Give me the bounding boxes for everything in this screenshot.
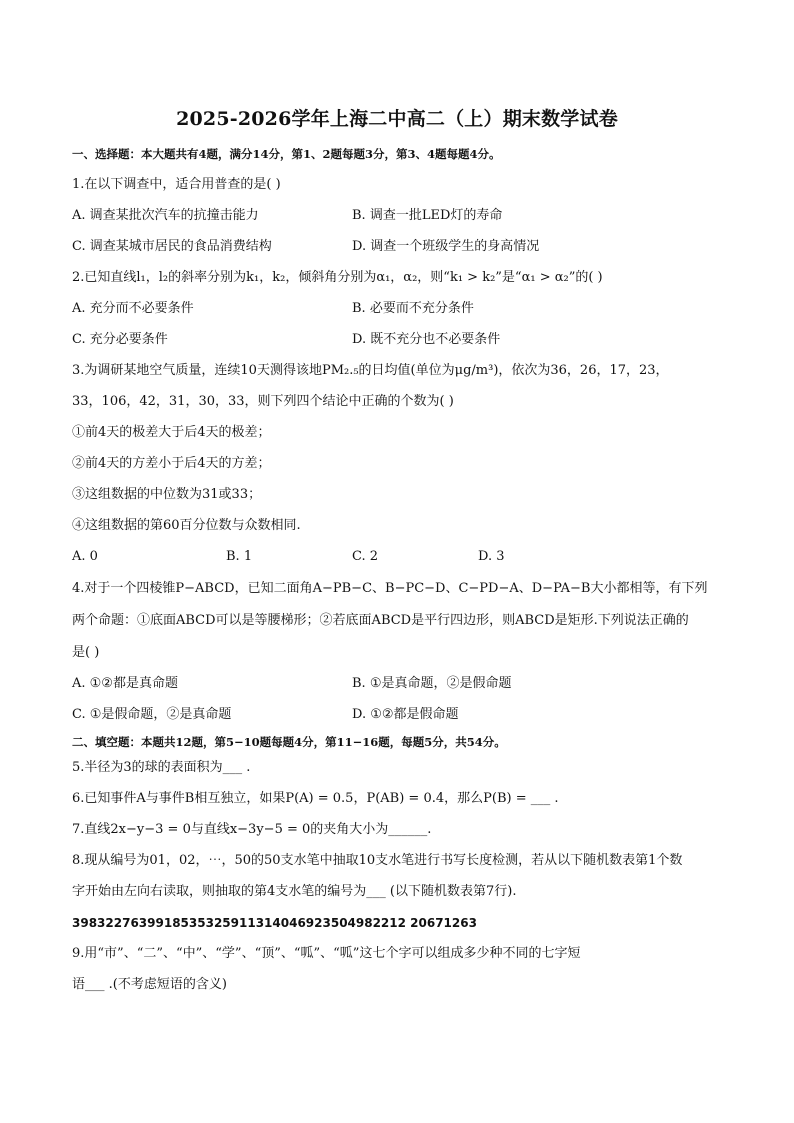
question-3-option-c: C. 2	[352, 549, 379, 564]
question-7-stem: 7.直线2x−y−3 = 0与直线x−3y−5 = 0的夹角大小为______.	[72, 822, 432, 837]
section-heading-fill-in: 二、填空题：本题共12题，第5−10题每题4分，第11−16题，每题5分，共54分。	[72, 735, 506, 749]
question-3-option-d: D. 3	[478, 549, 505, 564]
question-5-stem: 5.半径为3的球的表面积为___ .	[72, 760, 251, 775]
question-1-option-c: C. 调查某城市居民的食品消费结构	[72, 239, 272, 254]
question-8-stem-line1: 8.现从编号为01，02，⋯，50的50支水笔中抽取10支水笔进行书写长度检测，若从以下随机数表第1个数	[72, 853, 683, 868]
question-2-option-a: A. 充分而不必要条件	[72, 301, 194, 316]
page-title: 2025-2026学年上海二中高二（上）期末数学试卷	[176, 108, 618, 130]
question-2-stem: 2.已知直线l₁，l₂的斜率分别为k₁，k₂，倾斜角分别为α₁，α₂，则“k₁ > k₂”是“α₁ > α₂”的( )	[72, 270, 603, 285]
question-3-stem-line2: 33，106，42，31，30，33，则下列四个结论中正确的个数为( )	[72, 394, 454, 409]
question-4-option-d: D. ①②都是假命题	[352, 707, 459, 722]
question-3-statement-1: ①前4天的极差大于后4天的极差；	[72, 425, 271, 440]
question-3-option-a: A. 0	[72, 549, 98, 564]
question-3-stem-line1: 3.为调研某地空气质量，连续10天测得该地PM₂.₅的日均值(单位为μg/m³)，依次为36，26，17，23，	[72, 363, 669, 378]
question-2-option-d: D. 既不充分也不必要条件	[352, 332, 501, 347]
question-4-option-c: C. ①是假命题，②是真命题	[72, 707, 232, 722]
question-4-option-b: B. ①是真命题，②是假命题	[352, 676, 512, 691]
section-heading-choice: 一、选择题：本大题共有4题，满分14分，第1、2题每题3分，第3、4题每题4分。	[72, 147, 501, 161]
question-9-stem-line2: 语___ .(不考虑短语的含义)	[72, 977, 227, 992]
question-4-option-a: A. ①②都是真命题	[72, 676, 178, 691]
question-3-statement-2: ②前4天的方差小于后4天的方差；	[72, 456, 271, 471]
question-1-stem: 1.在以下调查中，适合用普查的是( )	[72, 177, 281, 192]
question-8-stem-line2: 字开始由左向右读取，则抽取的第4支水笔的编号为___ (以下随机数表第7行).	[72, 884, 517, 899]
question-4-stem-line2: 两个命题：①底面ABCD可以是等腰梯形；②若底面ABCD是平行四边形，则ABCD是矩形.下列说法正确的	[72, 613, 689, 628]
question-1-option-d: D. 调查一个班级学生的身高情况	[352, 239, 540, 254]
question-4-stem-line3: 是( )	[72, 645, 100, 660]
question-9-stem-line1: 9.用“市”、“二”、“中”、“学”、“顶”、“呱”、“呱”这七个字可以组成多少种不同的七字短	[72, 946, 581, 961]
question-3-option-b: B. 1	[226, 549, 253, 564]
question-1-option-b: B. 调查一批LED灯的寿命	[352, 208, 503, 223]
question-6-stem: 6.已知事件A与事件B相互独立，如果P(A) = 0.5，P(AB) = 0.4，那么P(B) = ___ .	[72, 791, 559, 806]
question-3-statement-4: ④这组数据的第60百分位数与众数相同.	[72, 518, 301, 533]
question-1-option-a: A. 调查某批次汽车的抗撞击能力	[72, 208, 259, 223]
question-2-option-c: C. 充分必要条件	[72, 332, 168, 347]
random-number-table-row: 3983227639918535325911314046923504982212 20671263	[72, 916, 477, 930]
question-2-option-b: B. 必要而不充分条件	[352, 301, 474, 316]
question-4-stem-line1: 4.对于一个四棱锥P−ABCD，已知二面角A−PB−C、B−PC−D、C−PD−A、D−PA−B大小都相等，有下列	[72, 581, 708, 596]
question-3-statement-3: ③这组数据的中位数为31或33；	[72, 487, 262, 502]
